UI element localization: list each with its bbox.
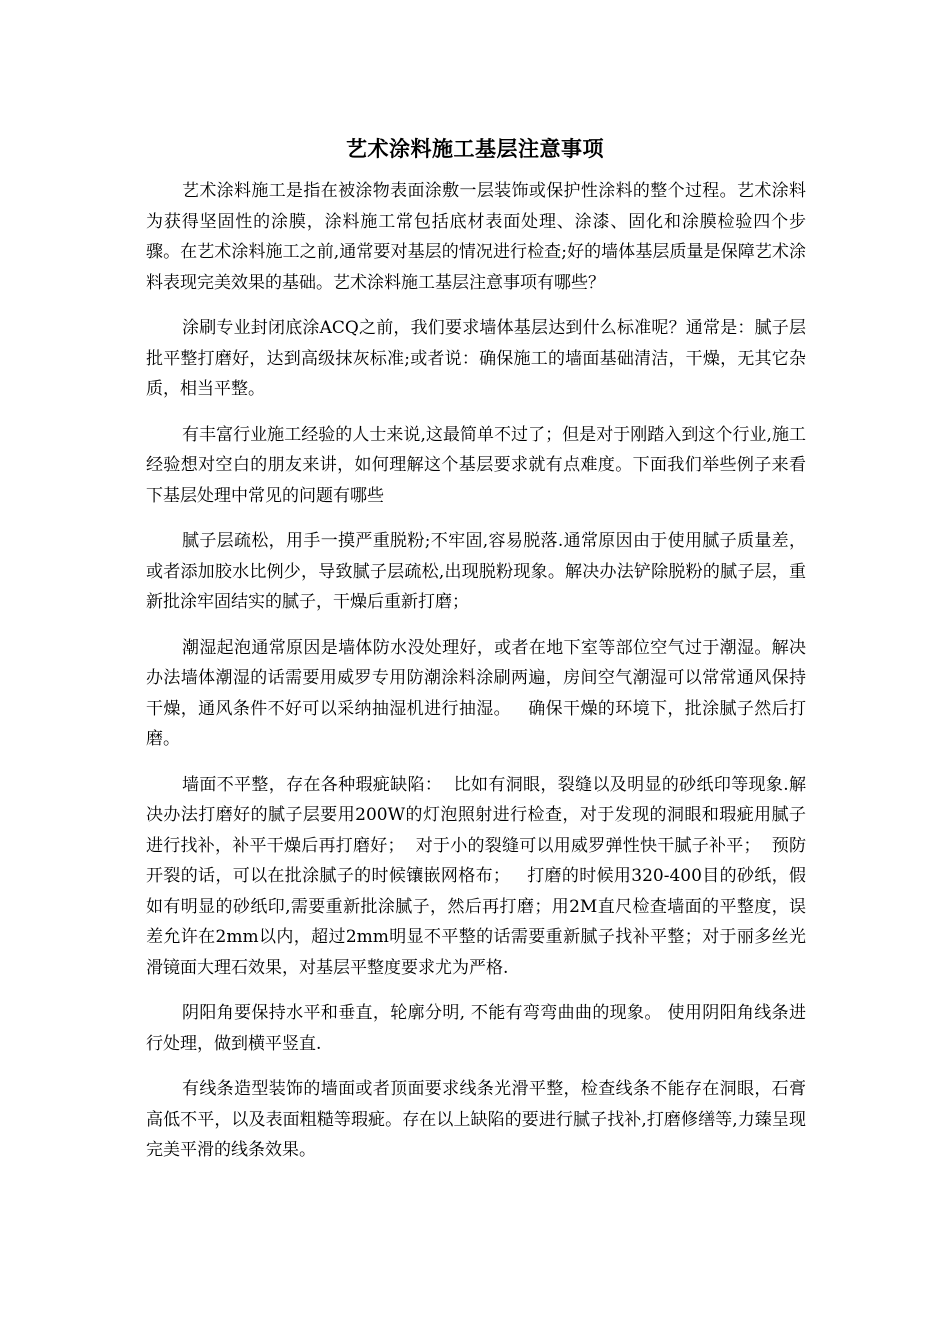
- paragraph-experience: 有丰富行业施工经验的人士来说,这最简单不过了；但是对于刚踏入到这个行业,施工经验想对空白的朋友来讲，如何理解这个基层要求就有点难度。下面我们举些例子来看下基层处理中常见的问题有哪些: [146, 424, 806, 506]
- paragraph-moulding-lines: 有线条造型装饰的墙面或者顶面要求线条光滑平整，检查线条不能存在洞眼，石膏高低不平，以及表面粗糙等瑕疵。存在以上缺陷的要进行腻子找补,打磨修缮等,力臻呈现完美平滑的线条效果。: [146, 1079, 806, 1160]
- paragraph-base-standard: 涂刷专业封闭底涂ACQ之前，我们要求墙体基层达到什么标准呢？通常是：腻子层批平整打磨好，达到高级抹灰标准;或者说：确保施工的墙面基础清洁，干燥，无其它杂质，相当平整。: [146, 318, 806, 399]
- paragraph-intro: 艺术涂料施工是指在被涂物表面涂敷一层装饰或保护性涂料的整个过程。艺术涂料为获得坚固性的涂膜，涂料施工常包括底材表面处理、涂漆、固化和涂膜检验四个步骤。在艺术涂料施工之前,通常要对基层的情况进行检查;好的墙体基层质量是保障艺术涂料表现完美效果的基础。艺术涂料施工基层注意事项有哪些？: [146, 181, 806, 293]
- paragraph-uneven-wall: 墙面不平整，存在各种瑕疵缺陷： 比如有洞眼，裂缝以及明显的砂纸印等现象.解决办法打磨好的腻子层要用200W的灯泡照射进行检查，对于发现的洞眼和瑕疵用腻子进行找补，补平干燥后再打磨好； 对于小的裂缝可以用威罗弹性快干腻子补平； 预防开裂的话，可以在批涂腻子的时候镶嵌网格布； 打磨的时候用320-400目的砂纸，假如有明显的砂纸印,需要重新批涂腻子，然后再打磨；用2M直尺检查墙面的平整度，误差允许在2mm以内，超过2mm明显不平整的话需要重新腻子找补平整；对于丽多丝光滑镜面大理石效果，对基层平整度要求尤为严格.: [146, 774, 806, 978]
- document-title: 艺术涂料施工基层注意事项: [346, 136, 604, 161]
- paragraph-moisture-blister: 潮湿起泡通常原因是墙体防水没处理好，或者在地下室等部位空气过于潮湿。解决办法墙体潮湿的话需要用威罗专用防潮涂料涂刷两遍，房间空气潮湿可以常常通风保持干燥，通风条件不好可以采纳抽湿机进行抽湿。 确保干燥的环境下，批涂腻子然后打磨。: [146, 637, 806, 749]
- paragraph-loose-putty: 腻子层疏松，用手一摸严重脱粉;不牢固,容易脱落.通常原因由于使用腻子质量差，或者添加胶水比例少，导致腻子层疏松,出现脱粉现象。解决办法铲除脱粉的腻子层，重新批涂牢固结实的腻子，干燥后重新打磨；: [146, 531, 806, 612]
- document-body: [146, 176, 806, 1181]
- paragraph-corners: 阴阳角要保持水平和垂直，轮廓分明, 不能有弯弯曲曲的现象。 使用阴阳角线条进行处理，做到横平竖直.: [146, 1003, 806, 1054]
